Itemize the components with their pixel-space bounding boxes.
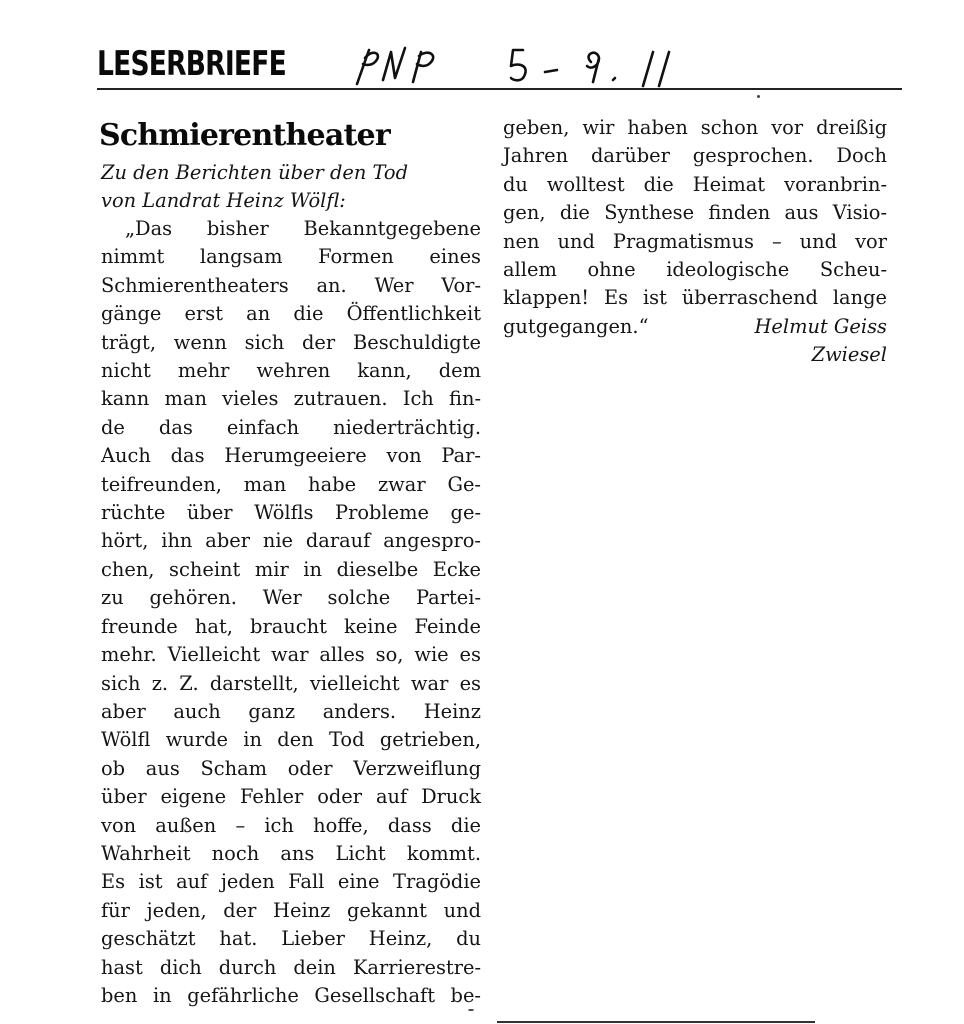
body-line: geschätzt hat. Lieber Heinz, du [101,927,481,951]
body-line: gänge erst an die Öffentlichkeit [101,302,481,326]
closing-line [503,313,887,341]
body-line: kann man vieles zutrauen. Ich fin- [101,387,481,411]
body-line: „Das bisher Bekanntgegebene [125,217,481,240]
subhead-line: von Landrat Heinz Wölfl: [101,189,346,212]
body-line: geben, wir haben schon vor dreißig [503,116,887,139]
handwritten-date-note [347,40,707,88]
body-line: Es ist auf jeden Fall eine Tragödie [101,870,481,894]
left-column [101,117,481,1010]
body-line: nen und Pragmatismus – und vor [503,229,887,253]
body-line: klappen! Es ist überraschend lange [503,286,887,310]
body-line: nimmt langsam Formen eines [101,245,481,269]
body-line: gen, die Synthese finden aus Visio- [503,201,887,225]
scan-speck [757,95,760,98]
body-line: freunde hat, braucht keine Feinde [101,614,481,638]
body-line: teifreunden, man habe zwar Ge- [101,472,481,496]
body-line: aber auch ganz anders. Heinz [101,699,481,723]
body-line: sich z. Z. darstellt, vielleicht war es [101,671,481,695]
body-line: über eigene Fehler oder auf Druck [101,785,481,809]
body-line: Jahren darüber gesprochen. Doch [503,144,887,168]
bottom-rule [497,1021,815,1023]
body-line: für jeden, der Heinz gekannt und [101,898,481,922]
body-line: Schmierentheaters an. Wer Vor- [101,273,481,297]
body-line: Wölfl wurde in den Tod getrieben, [101,728,481,752]
body-line: gutgegangen.“ [503,314,649,338]
masthead-rule [97,88,902,90]
right-column [503,114,887,370]
author-name: Helmut Geiss [754,314,887,338]
body-line: de das einfach niederträchtig. [101,415,481,439]
scan-speck [468,1009,474,1011]
body-line: mehr. Vielleicht war alles so, wie es [101,643,481,667]
body-line: chen, scheint mir in dieselbe Ecke [101,557,481,581]
section-label: LESERBRIEFE [97,44,286,84]
body-line: zu gehören. Wer solche Partei- [101,586,481,610]
body-line: von außen – ich hoffe, dass die [101,813,481,837]
masthead [97,40,902,90]
body-line: rüchte über Wölfls Probleme ge- [101,501,481,525]
body-line: trägt, wenn sich der Beschuldigte [101,330,481,354]
author-city: Zwiesel [811,343,887,367]
body-line: ob aus Scham oder Verzweiflung [101,756,481,780]
body-line: nicht mehr wehren kann, dem [101,359,481,383]
body-line: hast dich durch dein Karrierestre- [101,955,481,979]
body-line: du wolltest die Heimat voranbrin- [503,172,887,196]
body-line: hört, ihn aber nie darauf angespro- [101,529,481,553]
body-line: Auch das Herumgeeiere von Par- [101,444,481,468]
letter-body-left [101,215,481,1010]
article-subhead [101,159,481,215]
subhead-line: Zu den Berichten über den Tod [101,161,408,184]
body-line: Wahrheit noch ans Licht kommt. [101,841,481,865]
body-line: allem ohne ideologische Scheu- [503,258,887,282]
article-headline: Schmierentheater [99,118,390,153]
body-line: ben in gefährliche Gesellschaft be- [101,983,481,1007]
